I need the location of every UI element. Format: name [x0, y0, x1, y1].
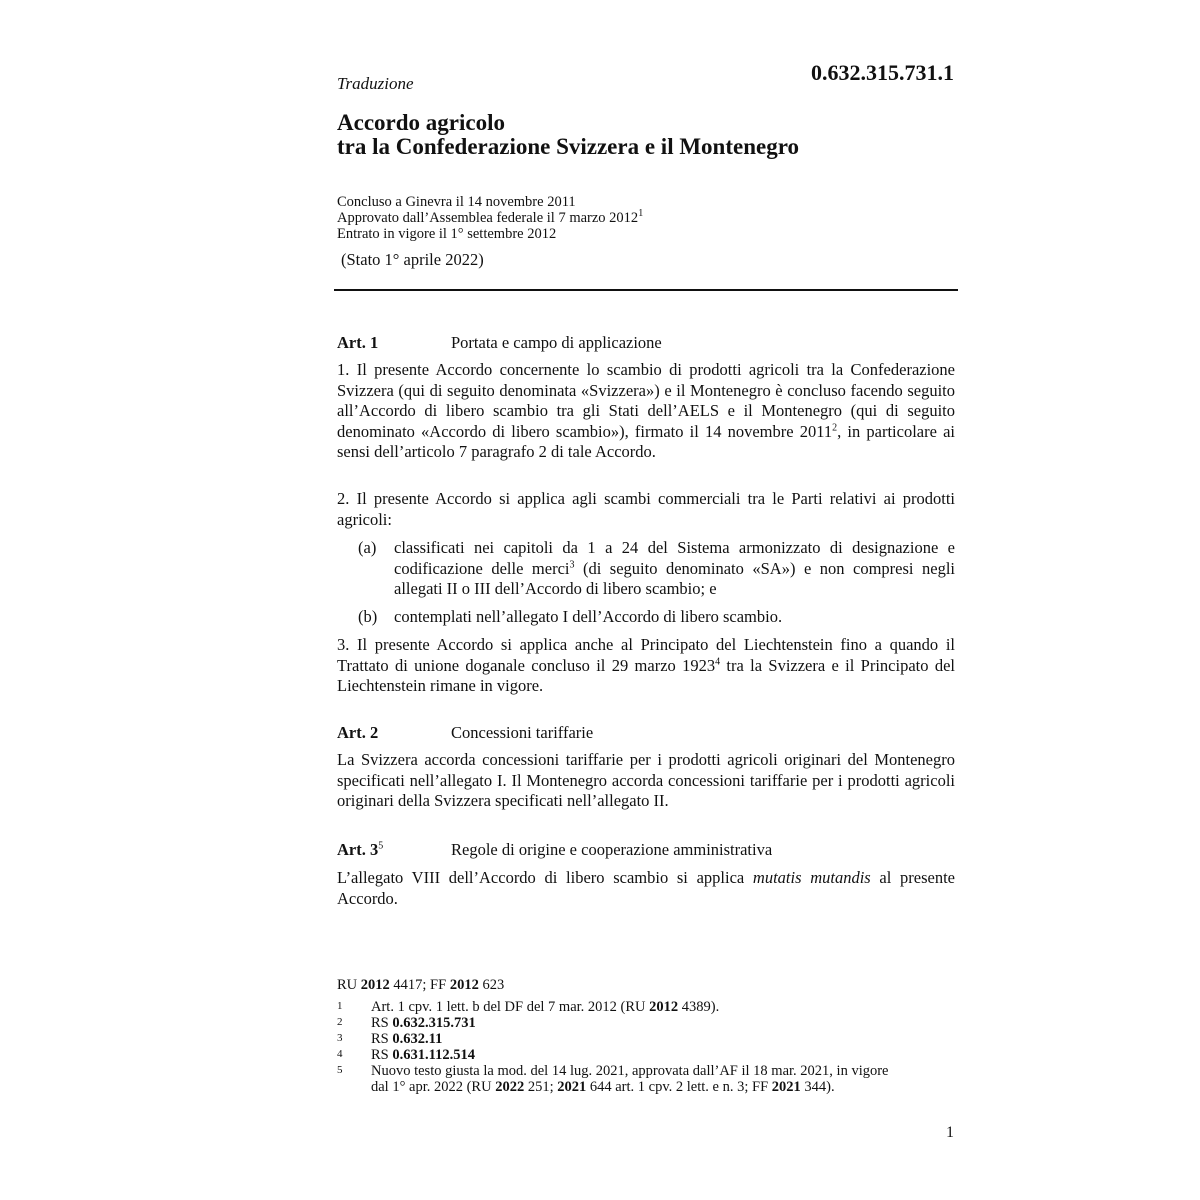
art1-number: Art. 1	[337, 333, 379, 352]
footnote-1: 1 Art. 1 cpv. 1 lett. b del DF del 7 mar. 2012 (RU 2012 4389).	[337, 999, 720, 1015]
footnote-ref[interactable]: 4	[715, 656, 721, 667]
art2-title: Concessioni tariffarie	[451, 723, 594, 742]
item-b-text: contemplati nell’allegato I dell’Accordo di libero scambio.	[394, 607, 783, 626]
art3-number: Art. $3^5$	[337, 840, 384, 859]
footnote-ref[interactable]: 5	[378, 840, 384, 852]
item-a-text: classificati nei capitoli da 1 a 24 del Sistema armonizzato di designazione e codificazione delle merci$^3$ (di seguito denominato «SA») e non compresi negli allegati II o III dell’Accordo di libero scambio; e	[394, 538, 955, 598]
art1-paragraph3: 3. Il presente Accordo si applica anche al Principato del Liechtenstein fino a quando il Trattato di unione doganale concluso il 29 marzo 1923$^4$ tra la Svizzera e il Principato del Liechtenstein rimane in vigore.	[337, 635, 955, 695]
status-date: (Stato 1° aprile 2022)	[341, 250, 484, 269]
footnote-3: 3 RS 0.632.11	[337, 1031, 443, 1047]
item-a-label: (a)	[358, 538, 377, 557]
art1-paragraph2: 2. Il presente Accordo si applica agli scambi commerciali tra le Parti relativi ai prodotti agricoli:	[337, 489, 955, 529]
art3-paragraph1: L’allegato VIII dell’Accordo di libero scambio si applica mutatis mutandis al presente Accordo.	[337, 868, 955, 908]
concluded-date: Concluso a Ginevra il 14 novembre 2011	[337, 194, 576, 210]
header-divider	[334, 289, 958, 291]
footnote-ref[interactable]: 3	[569, 559, 575, 570]
footnote-ref[interactable]: 2	[832, 422, 838, 433]
in-force-date: Entrato in vigore il 1° settembre 2012	[337, 226, 557, 242]
footnote-5: 5 Nuovo testo giusta la mod. del 14 lug. 2021, approvata dall’AF il 18 mar. 2021, in vigore dal 1° apr. 2022 (RU 2022 251; 2021 644 art. 1 cpv. 2 lett. e n. 3; FF 2021 344).	[337, 1063, 889, 1095]
art2-number: Art. 2	[337, 723, 379, 742]
art2-paragraph1: La Svizzera accorda concessioni tariffarie per i prodotti agricoli originari del Montenegro specificati nell’allegato I. Il Montenegro accorda concessioni tariffarie per i prodotti agricoli originari della Svizzera specificati nell’allegato II.	[337, 750, 955, 810]
translation-label: Traduzione	[337, 74, 414, 93]
page-number: 1	[946, 1124, 954, 1141]
sr-number: 0.632.315.731.1	[811, 60, 954, 85]
official-compilation-ref: RU 2012 4417; FF 2012 623	[337, 977, 505, 993]
footnote-ref[interactable]: 1	[638, 208, 644, 220]
art3-title: Regole di origine e cooperazione amministrativa	[451, 840, 773, 859]
art1-title: Portata e campo di applicazione	[451, 333, 662, 352]
approved-date: Approvato dall’Assemblea federale il 7 marzo 2012$^1$	[337, 208, 644, 226]
document-title-line2: tra la Confederazione Svizzera e il Montenegro	[337, 134, 799, 159]
document-title-line1: Accordo agricolo	[337, 110, 505, 135]
item-b-label: (b)	[358, 607, 378, 626]
footnote-2: 2 RS 0.632.315.731	[337, 1015, 476, 1031]
footnote-4: 4 RS 0.631.112.514	[337, 1047, 475, 1063]
art1-paragraph1: 1. Il presente Accordo concernente lo scambio di prodotti agricoli tra la Confederazione Svizzera (qui di seguito denominata «Svizzera») e il Montenegro è concluso facendo seguito all’Accordo di libero scambio tra gli Stati dell’AELS e il Montenegro (qui di seguito denominato «Accordo di libero scambio»), firmato il 14 novembre 2011$^2$, in particolare ai sensi dell’articolo 7 paragrafo 2 di tale Accordo.	[337, 360, 956, 461]
